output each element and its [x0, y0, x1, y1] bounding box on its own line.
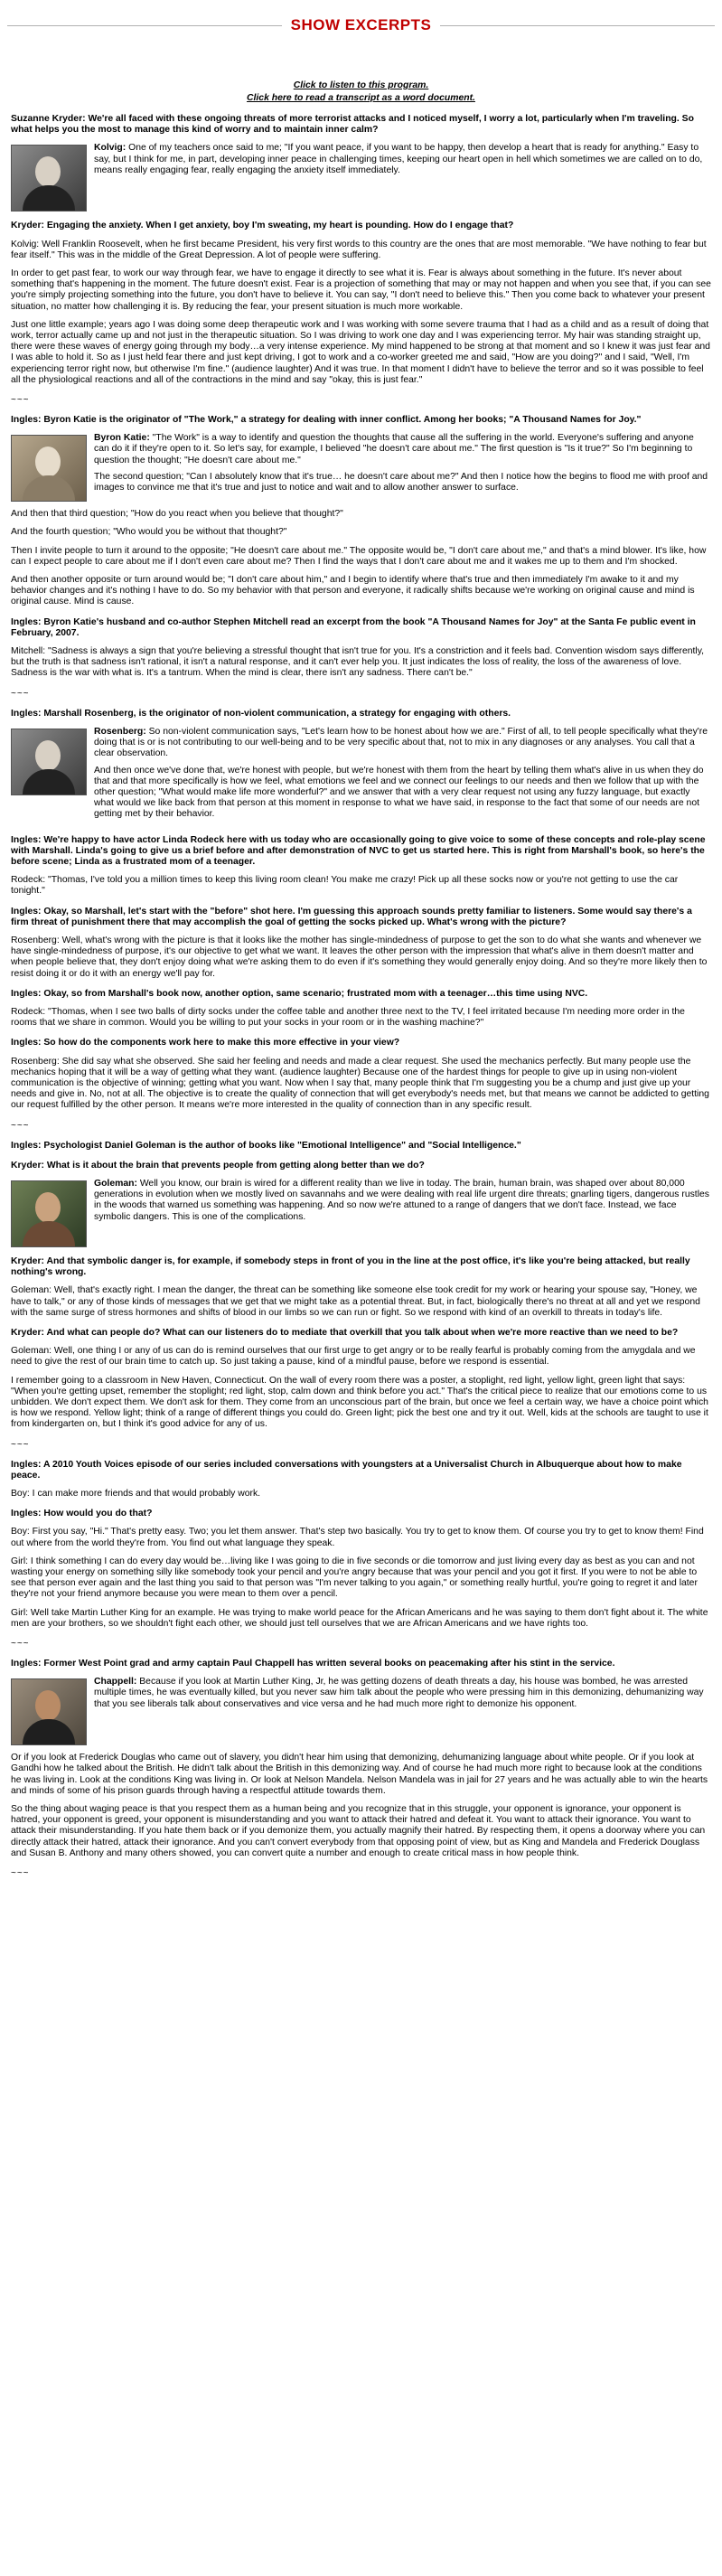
intro-byron-katie: Ingles: Byron Katie is the originator of "The Work," a strategy for dealing with inner conflict. Among her books; "A Thousand Names for Joy." [11, 415, 642, 426]
byron-katie-photo [11, 435, 87, 502]
katie-answer-2: The second question; "Can I absolutely know that it's true… he doesn't care about me?" And then I notice how the begins to flood me with proof and images to convince me that it's true and just to notice and wait and to allow another answer to surface. [94, 471, 708, 494]
katie-answer-5: Then I invite people to turn it around to the opposite; "He doesn't care about me." The opposite would be, "I don't care about me," and that's a mind blower. It's like, how can I expect people to care about me if I don't even care about me? Then I find the ways that I don't care about me and it wakes me up to them and I'm shocked. [11, 545, 707, 567]
chappell-answer-2: Or if you look at Frederick Douglas who came out of slavery, you didn't hear him using that demonizing, dehumanizing language about white people. Or if you look at Gandhi how he talked about the British. He didn't talk about the British in this demonizing way. And of course he had much more right to because look at the conditions he was living in. Look at the conditions King was living in. Or look at Nelson Mandela. Nelson Mandela was in jail for 27 years and he was actually able to win the hearts and minds of some of his prison guards through having a respectful attitude towards them. [11, 1753, 708, 1796]
goleman-answer-1: Well you know, our brain is wired for a different reality than we live in today. The brain, human brain, was shaped over about 80,000 generations in evolution when we mostly lived on savannahs and we were dealing with real life urgent dire threats; gnarling tigers, dangerous rustles in the woods that warned us something was happening. And so now we're attuned to a range of dangers that we don't face. Instead, we face symbolic dangers. This is one of the complications. [94, 1178, 709, 1222]
question-nvc-option: Ingles: Okay, so from Marshall's book now, another option, same scenario; frustrated mom with a teenager…this time using NVC. [11, 988, 588, 999]
katie-answer-4: And the fourth question; "Who would you be without that thought?" [11, 527, 287, 538]
listen-link[interactable]: Click to listen to this program. [293, 80, 429, 90]
rosenberg-answer-2: And then once we've done that, we're honest with people, but we're honest with them from the heart by telling them what's alive in us when they do that and that more specifically is how we feel, what emotions we feel and we connect our feelings to our needs and then we follow that up with the other question; "What would make life more wonderful?" and we answer that with a very clear request not using any fuzzy language, but exactly what would we like back from that person at this moment in response to what we have said, in response to the fact that some of our needs are not getting met by their behavior. [94, 765, 704, 820]
speaker-chappell: Chappell: [94, 1677, 137, 1688]
question-how: Ingles: How would you do that? [11, 1509, 153, 1519]
page-title: SHOW EXCERPTS [282, 16, 441, 33]
kolvig-photo [11, 145, 87, 212]
rosenberg-photo [11, 729, 87, 795]
section-separator: ~~~ [11, 1439, 30, 1450]
boy-answer-2: Boy: First you say, "Hi." That's pretty easy. Two; you let them answer. That's step two basically. You try to get to know them. Of course you try to get to know them! Find out where from the world they're from. You find out what language they speak. [11, 1527, 704, 1548]
speaker-kolvig: Kolvig: [94, 143, 127, 154]
rosenberg-answer-1: So non-violent communication says, "Let's learn how to be honest about how we are." First of all, to tell people specifically what they're doing that is or is not contributing to our well-being and to be very specific about that, not to mix in any diagnoses or any analyses. You call that a clear observation. [94, 726, 708, 759]
intro-chappell: Ingles: Former West Point grad and army captain Paul Chappell has written several books on peacemaking after his stint in the service. [11, 1659, 615, 1669]
question-kryder-worry: Suzanne Kryder: We're all faced with these ongoing threats of more terrorist attacks and I noticed myself, I worry a lot, particularly when I'm traveling. So what helps you the most to manage this kind of worry and to maintain inner calm? [11, 114, 694, 136]
speaker-rosenberg: Rosenberg: [94, 726, 146, 737]
page-header [0, 0, 722, 36]
speaker-goleman: Goleman: [94, 1178, 137, 1189]
section-separator: ~~~ [11, 1120, 30, 1131]
rodeck-after: Rodeck: "Thomas, when I see two balls of dirty socks under the coffee table and another three next to the TV, I feel irritated because I'm needing more order in the rooms that we share in common. Would you be willing to put your socks in your room or in the washing machine?" [11, 1006, 685, 1029]
rosenberg-block [11, 727, 711, 826]
question-components: Ingles: So how do the components work here to make this more effective in your view? [11, 1038, 400, 1048]
excerpts-content [0, 114, 722, 1879]
section-separator: ~~~ [11, 1868, 30, 1879]
goleman-answer-3: Goleman: Well, one thing I or any of us can do is remind ourselves that our first urge to get angry or to be really fearful is probably coming from the amygdala and we need to give the rest of our brain time to catch up. So just taking a pause, kind of a mindful pause, before we respond is essential. [11, 1346, 696, 1368]
katie-answer-3: And then that third question; "How do you react when you believe that thought?" [11, 509, 343, 520]
chappell-answer-3: So the thing about waging peace is that you respect them as a human being and you recognize that in this struggle, your opponent is ignorance, your opponent is hatred, your opponent is greed, your opponent is misunderstanding and you want to attack their hatred and defeat it. You want to attack their ignorance. You want to attack their misunderstanding. If you hate them back or if you demonize them, you actually magnify their hatred. By respecting them, it opens a doorway where you can directly attack their hatred, attack their ignorance. And you can't convert everybody from that opposing point of view, but as King and Mandela and Frederick Douglass and Susan B. Anthony and many others showed, you can convert quite a number and enough to create critical mass in how people think. [11, 1804, 706, 1858]
katie-answer-1: "The Work" is a way to identify and question the thoughts that cause all the suffering in the world. Everyone's suffering and anyone can do it if they're open to it. So let's say, for example, I believed "he doesn't care about me." The first question is "Is it true?" So I'm beginning to question the thought; "He doesn't care about me." [94, 433, 694, 465]
intro-rosenberg: Ingles: Marshall Rosenberg, is the originator of non-violent communication, a strategy for engaging with others. [11, 708, 511, 719]
question-engaging-anxiety: Kryder: Engaging the anxiety. When I get anxiety, boy I'm sweating, my heart is pounding. How do I engage that? [11, 221, 514, 231]
goleman-block [11, 1179, 711, 1247]
girl-answer-1: Girl: I think something I can do every day would be…living like I was going to die in five seconds or die tomorrow and just living every day as best as you can and not wasting your energy on something silly like somebody took your pencil and you're angry because that was your pencil and you got it first. If you were to not be able to see that person ever again and the last thing you said to that person was "I'm never talking to you again," or something really hurtful, you're going to regret it and later they're not your friend anymore because you were mean to them over a pencil. [11, 1556, 698, 1600]
transcript-link[interactable]: Click here to read a transcript as a word document. [247, 93, 475, 103]
rodeck-before: Rodeck: "Thomas, I've told you a million times to keep this living room clean! You make me crazy! Pick up all these socks now or you're not getting to use the car tonight." [11, 875, 679, 897]
kolvig-answer-3: In order to get past fear, to work our way through fear, we have to engage it directly to see what it is. Fear is always about something in the future. It's never about something that's happening in the moment. The future doesn't exist. Fear is a projection of something that may or may not happen and when you see that, if you can see you're simply projecting something into the future, you don't have to believe it. You can say, "I don't need to believe this." Then you come back to whatever your present situation, no matter how challenging it is. By reducing the fear, your present situation is much more workable. [11, 268, 711, 312]
section-separator: ~~~ [11, 1639, 30, 1650]
girl-answer-2: Girl: Well take Martin Luther King for an example. He was trying to make world peace for the African Americans and he was saying to them don't fight about it. The white men are your brothers, so we shouldn't fight each other, we should just tell ourselves that we are African Americans and we have rights too. [11, 1607, 708, 1629]
katie-block [11, 433, 711, 502]
katie-answer-6: And then another opposite or turn around would be; "I don't care about him," and I begin to identify where that's true and then immediately I'm awake to it and my behavior changes and it's nothing I have to do. So my behavior with that person and everyone, it radically shifts because we're working on original cause and mind is original cause. Mind is cause. [11, 575, 695, 607]
question-before-shot: Ingles: Okay, so Marshall, let's start with the "before" shot here. I'm guessing this approach sounds pretty familiar to listeners. Some would say there's a firm threat of punishment there that may accomplish the goal of getting the socks picked up. What's wrong with the picture? [11, 906, 692, 927]
goleman-answer-4: I remember going to a classroom in New Haven, Connecticut. On the wall of every room there was a poster, a stoplight, red light, yellow light, green light that says: "When you're getting upset, remember the stoplight; red light, stop, calm down and think before you act." That's the critical piece to realize that our emotions come to us unbidden. We don't expect them. We don't ask for them. They come from an unconscious part of the brain, but once we feel a certain way, we have a choice point which is how we respond. Yellow light; think of a range of different things you could do. Green light; pick the best one and try it out. Well, kids at the schools are taught to use it from kindergarten on, but I think it's good advice for any of us. [11, 1375, 708, 1430]
section-separator: ~~~ [11, 395, 30, 406]
intro-stephen-mitchell: Ingles: Byron Katie's husband and co-author Stephen Mitchell read an excerpt from the book "A Thousand Names for Joy" at the Santa Fe public event in February, 2007. [11, 616, 696, 638]
chappell-photo [11, 1678, 87, 1745]
goleman-answer-2: Goleman: Well, that's exactly right. I mean the danger, the threat can be something like someone else took credit for my work or hearing your spouse say, "Honey, we have to talk," or any of those kinds of messages that we get that we might take as a potential threat. But, in fact, biologically there's no threat at all and yet we respond with the same surge of stress hormones and shifts of blood in our limbs so we can run or fight. So we respond with kind of an overkill to threats in today's life. [11, 1285, 700, 1318]
intro-linda-rodeck: Ingles: We're happy to have actor Linda Rodeck here with us today who are occasionally going to give voice to some of these concepts and role-play scene with Marshall. Linda's going to give us a brief before and after demonstration of NVC to get us started here. This is right from Marshall's book, so here's the before scene; Linda as a frustrated mom of a teenager. [11, 834, 706, 867]
question-symbolic-danger: Kryder: And that symbolic danger is, for example, if somebody steps in front of you in the line at the post office, it's like you're being attacked, but really nothing's wrong. [11, 1255, 690, 1278]
speaker-byron-katie: Byron Katie: [94, 433, 150, 444]
kolvig-answer-1: One of my teachers once said to me; "If you want peace, if you want to be happy, then develop a heart that is ready for anything." Easy to say, but I think for me, in part, developing inner peace in challenging times, keeping our heart open in hell which sometimes we are called on to do, means really engaging fear, really engaging the anxiety itself immediately. [94, 143, 703, 175]
kolvig-answer-2: Kolvig: Well Franklin Roosevelt, when he first became President, his very first words to this country are the ones that are most memorable. "We have nothing to fear but fear itself." This was in the middle of the Great Depression. A lot of people were suffering. [11, 239, 707, 260]
question-brain: Kryder: What is it about the brain that prevents people from getting along better than we do? [11, 1160, 425, 1170]
chappell-answer-1: Because if you look at Martin Luther King, Jr, he was getting dozens of death threats a day, his house was bombed, he was arrested multiple times, he was eventually killed, but you never saw him talk about the people who were pressing him in this demonizing, dehumanizing way that you see liberals talk about conservatives and vice versa and he had much more right to demonize his opponent. [94, 1677, 704, 1709]
section-separator: ~~~ [11, 688, 30, 699]
chappell-block [11, 1677, 711, 1745]
intro-youth-voices: Ingles: A 2010 Youth Voices episode of our series included conversations with youngsters at a Universalist Church in Albuquerque about how to make peace. [11, 1459, 682, 1481]
rosenberg-answer-3: Rosenberg: Well, what's wrong with the picture is that it looks like the mother has single-mindedness of purpose to get the son to do what she wants and whenever we have single-mindedness of purpose, it's our objective to get what we want. It leaves the other person with the impression that what's alive in them doesn't matter and when people believe that, they don't enjoy doing what we're asking them to do even if it's something they would generally enjoy doing. And so they're more likely then to resist doing it or do it with an energy we'll pay for. [11, 935, 708, 979]
mitchell-reading: Mitchell: "Sadness is always a sign that you're believing a stressful thought that isn't true for you. It's a constriction and it feels bad. Convention wisdom says differently, but the truth is that sadness isn't rational, it isn't a natural response, and it can't ever help you. It just indicates the loss of reality, the loss of the awareness of love. Sadness is the war with what is. It's a tantrum. When the mind is clear, there isn't any sadness. There can't be." [11, 646, 705, 679]
boy-answer-1: Boy: I can make more friends and that would probably work. [11, 1489, 261, 1500]
intro-goleman: Ingles: Psychologist Daniel Goleman is the author of books like "Emotional Intelligence" and "Social Intelligence." [11, 1140, 521, 1151]
program-links [0, 80, 722, 105]
kolvig-block [11, 143, 711, 212]
goleman-photo [11, 1180, 87, 1247]
kolvig-answer-4: Just one little example; years ago I was doing some deep therapeutic work and I was working with some severe trauma that I had as a child and as a result of doing that work, terror actually came up and not just in the therapeutic situation. So I was driving to work one day and I was experiencing terror. My hair was standing straight up, there were these waves of energy going through my body…a very intense experience. My mind happened to be strong at that moment and so I knew it was just fear and I was able to hold it. So as I just held fear there and just kept driving, I got to work and a co-worker greeted me and said, "How are you doing?" and I said, "Well, I'm experiencing terror right now, but otherwise I'm fine." (audience laughter) And it was true. In that moment I didn't have to believe the terror and so it was possible to feel all the physiological reactions and all of the contractions in the mind and say "okay, this is just fear." [11, 319, 710, 385]
rosenberg-answer-4: Rosenberg: She did say what she observed. She said her feeling and needs and made a clear request. She used the mechanics perfectly. But many people use the mechanics hoping that it will be a way of getting what they want. (audience laughter) Because one of the hardest things for people to give up in using non-violent communication is the objective of winning; getting what you want. Now when I say that, many people think that I'm suggesting you be a chump and just give up your needs and give in. No, not at all. The objective is to create the quality of connection that will get everybody's needs met, but that means we cannot be addicted to getting our request fulfilled by the other person. It means we're more interested in the quality of connection than in any specific result. [11, 1056, 709, 1111]
question-mediate-overkill: Kryder: And what can people do? What can our listeners do to mediate that overkill that you talk about when we're more reactive than we need to be? [11, 1328, 679, 1338]
